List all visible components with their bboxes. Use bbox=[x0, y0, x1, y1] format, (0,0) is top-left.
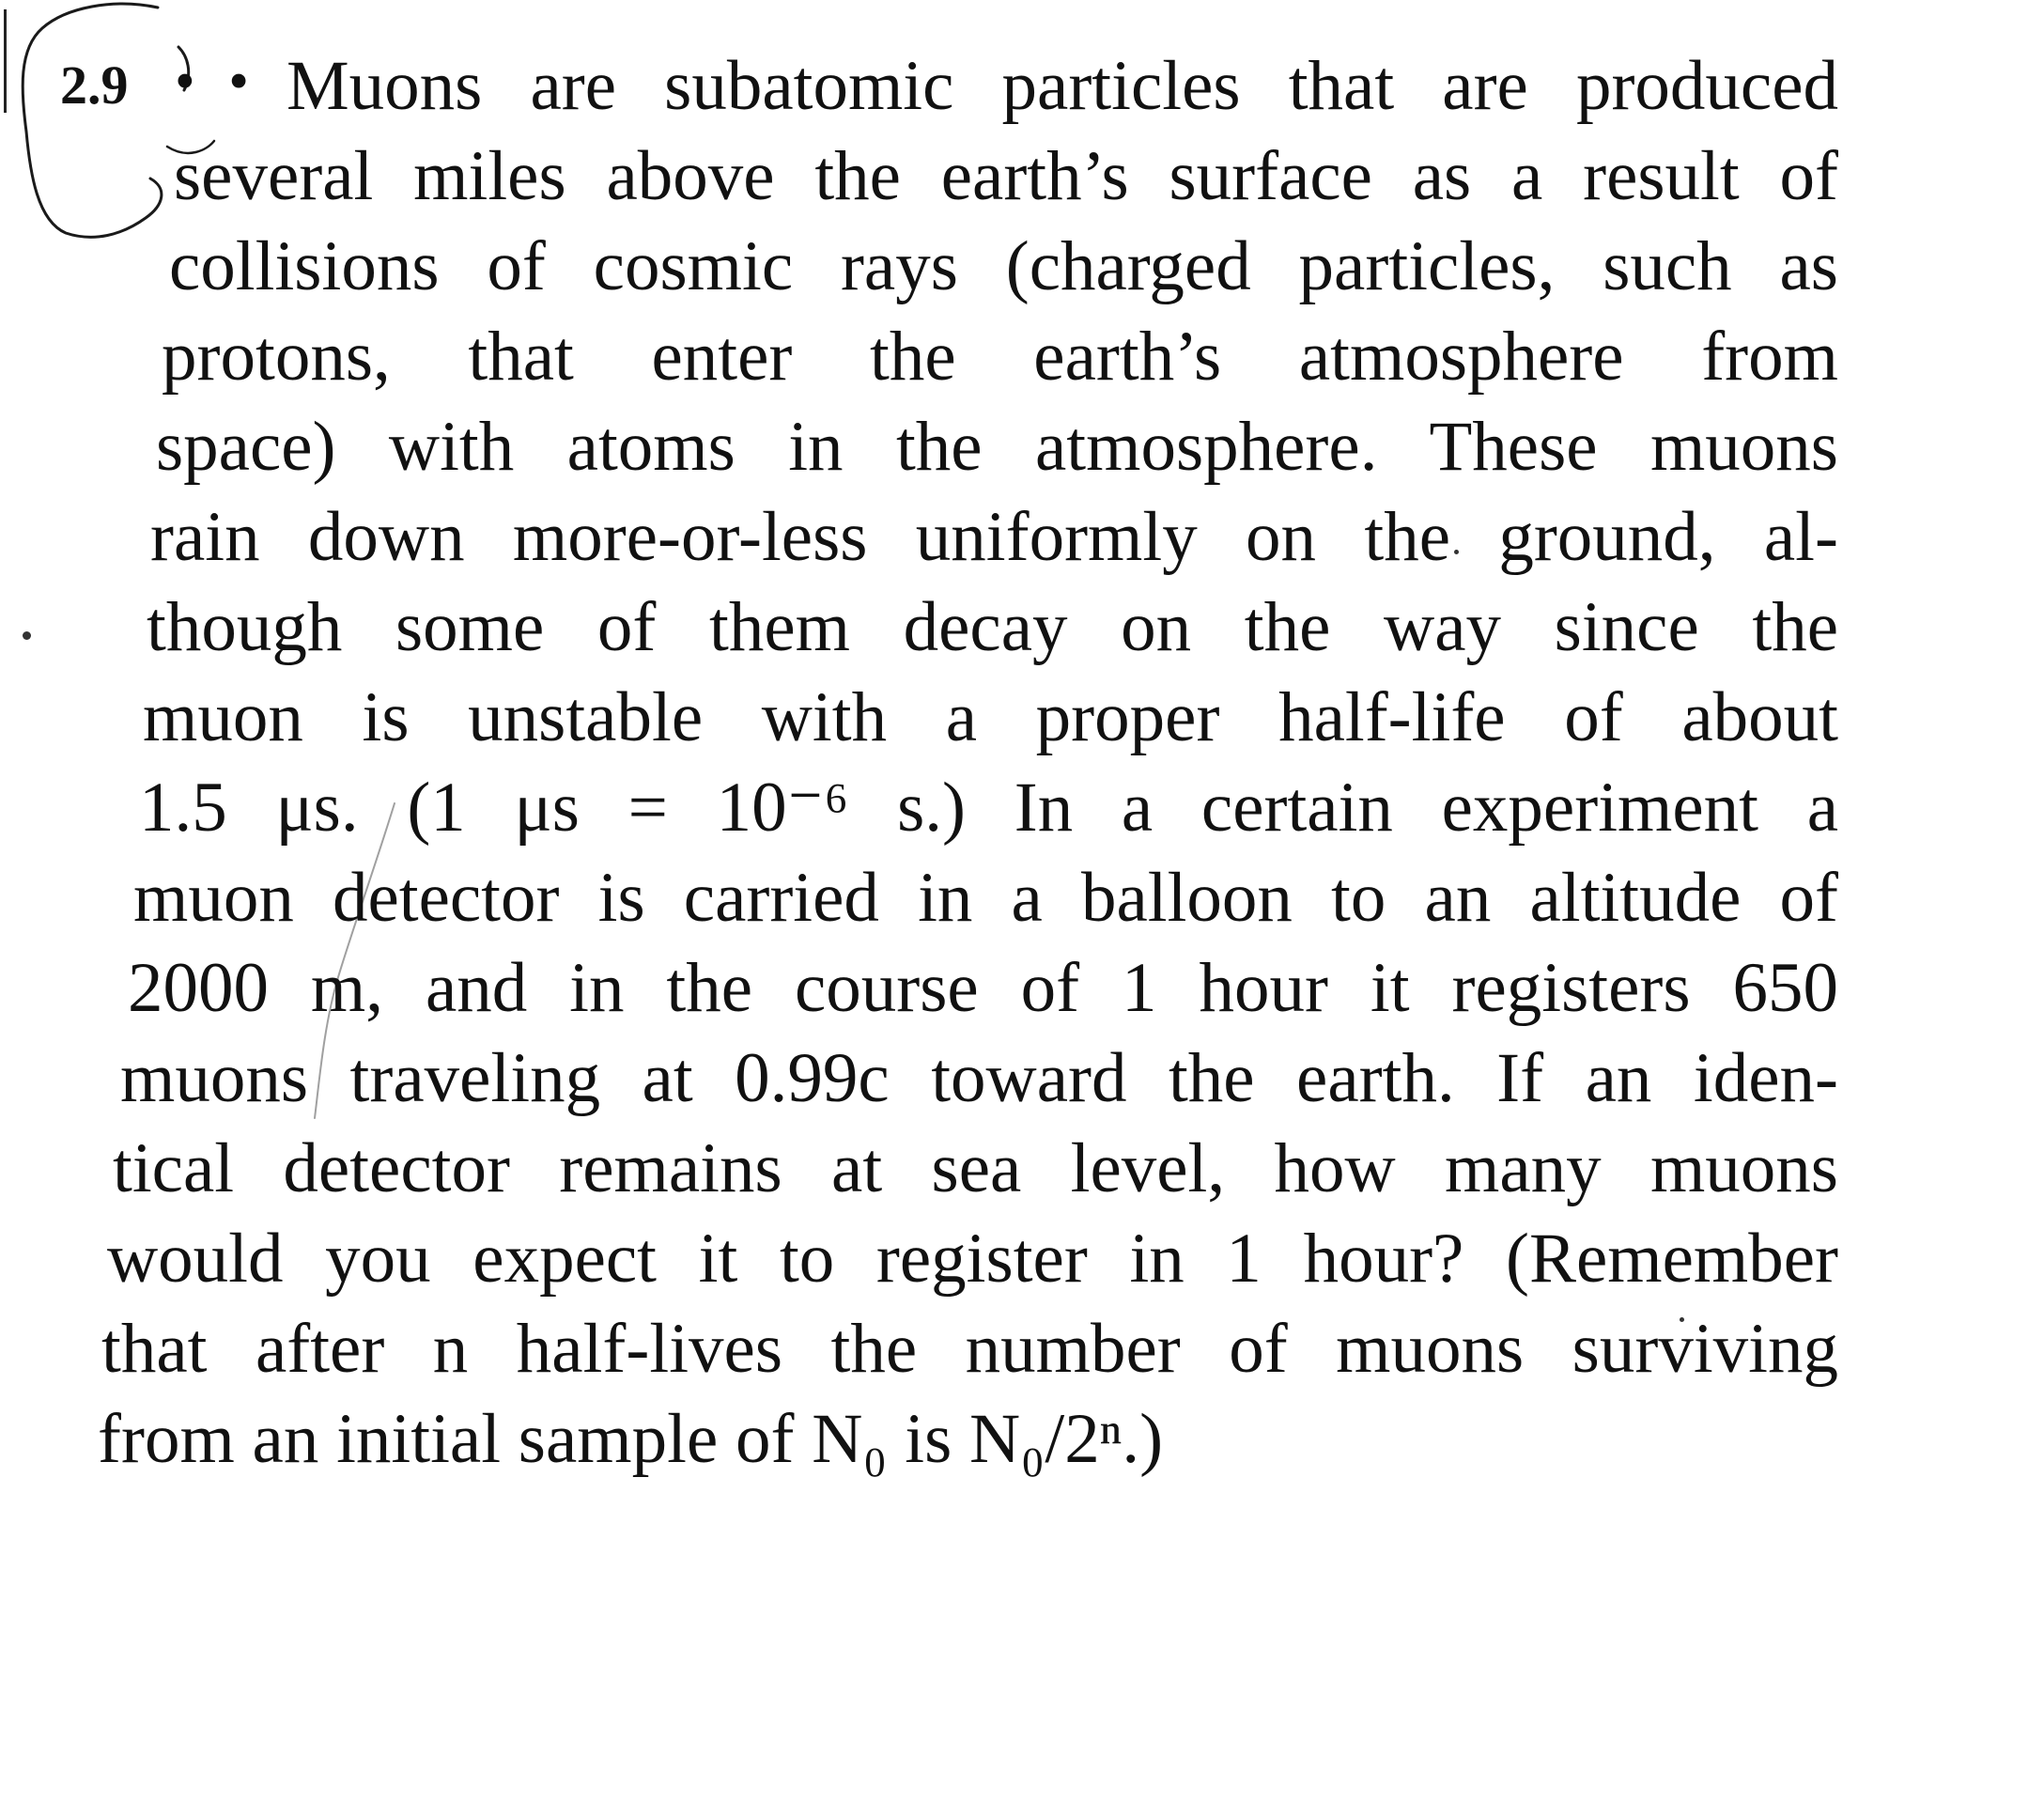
problem-line: tical detector remains at sea level, how many muons bbox=[113, 1129, 1838, 1207]
problem-line: collisions of cosmic rays (charged particles, such as bbox=[169, 227, 1838, 305]
problem-line: protons, that enter the earth’s atmosphere from bbox=[162, 318, 1838, 396]
problem-line: several miles above the earth’s surface as a result of bbox=[174, 137, 1838, 215]
problem-line: would you expect it to register in 1 hour? (Remember bbox=[107, 1220, 1838, 1298]
problem-line: muon detector is carried in a balloon to an altitude of bbox=[133, 859, 1838, 937]
problem-line: muon is unstable with a proper half-life of about bbox=[143, 678, 1838, 756]
problem-line: that after n half-lives the number of muons surviving bbox=[101, 1310, 1838, 1388]
problem-line: though some of them decay on the way since the bbox=[147, 588, 1838, 666]
problem-line: from an initial sample of N₀ is N₀/2ⁿ.) bbox=[98, 1400, 1164, 1478]
difficulty-marker: • • bbox=[175, 50, 258, 114]
stray-mark bbox=[23, 631, 31, 640]
problem-text bbox=[94, 41, 1841, 1485]
problem-line: space) with atoms in the atmosphere. These muons bbox=[156, 408, 1838, 486]
problem-number: 2.9 bbox=[60, 54, 129, 116]
problem-line: Muons are subatomic particles that are produced bbox=[286, 47, 1838, 125]
problem-line: 2000 m, and in the course of 1 hour it registers 650 bbox=[128, 949, 1838, 1027]
problem-line: 1.5 μs. (1 μs = 10⁻⁶ s.) In a certain experiment a bbox=[139, 769, 1838, 847]
problem-line: rain down more-or-less uniformly on the ground, al- bbox=[150, 498, 1838, 576]
problem-line: muons traveling at 0.99c toward the earth. If an iden- bbox=[120, 1039, 1838, 1117]
